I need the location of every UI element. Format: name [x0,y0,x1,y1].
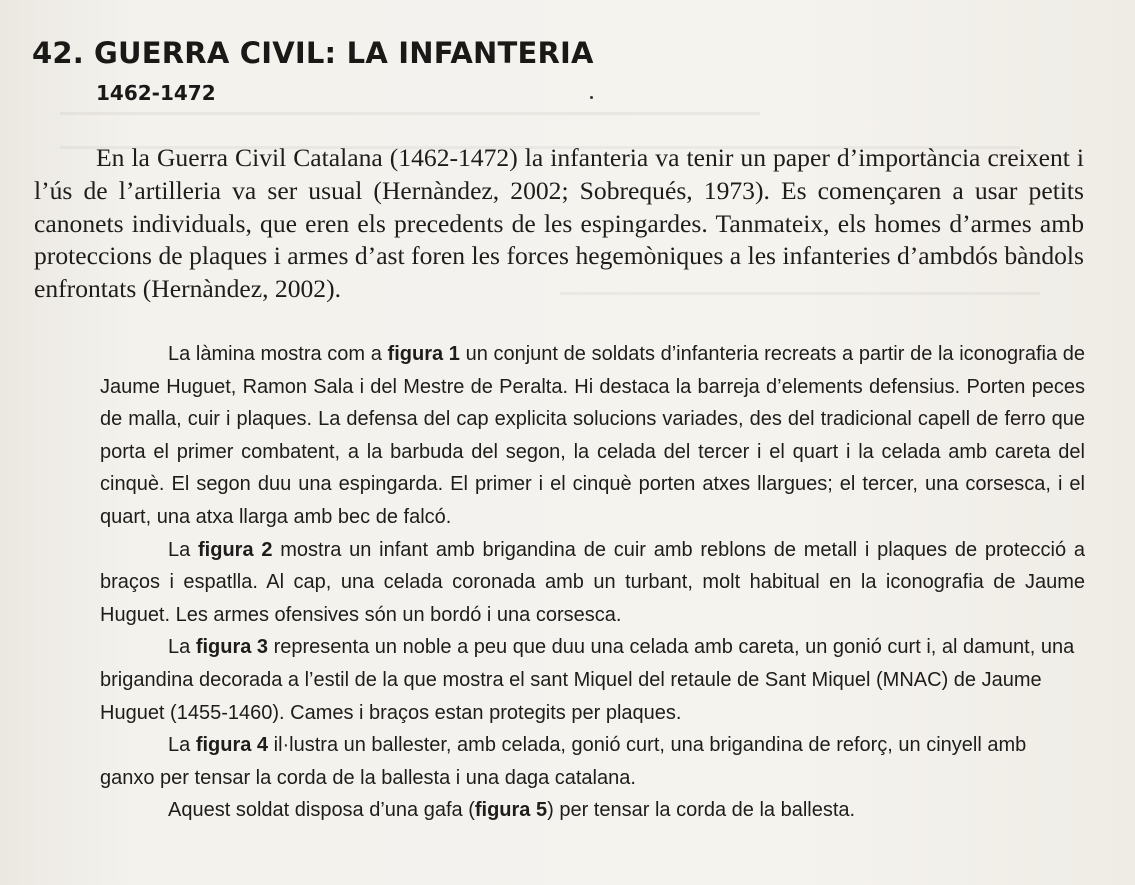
section-years: 1462-1472 [96,81,216,105]
figure-1-text-before: La làmina mostra com a [168,343,388,365]
section-heading [32,36,594,70]
intro-paragraph: En la Guerra Civil Catalana (1462-1472) la infanteria va tenir un paper d’importància creixent i l’ús de l’artilleria va ser usual (Hernàndez, 2002; Sobrequés, 1973). Es començaren a usar petits canonets individuals, que eren els precedents de les espingardes. Tanmateix, els homes d’armes amb proteccions de plaques i armes d’ast foren les forces hegemòniques a les infanteries d’ambdós bàndols enfrontats (Hernàndez, 2002). [34,143,1084,304]
figure-1-text-after: un conjunt de soldats d’infanteria recreats a partir de la iconografia de Jaume Huguet, Ramon Sala i del Mestre de Peralta. Hi destaca la barreja d’elements defensius. Porten peces de malla, cuir i plaques. La defensa del cap explicita solucions variades, des del tradicional capell de ferro que porta el primer combatent, a la barbuda del segon, la celada del tercer i el quart i la celada amb careta del cinquè. El segon duu una espingarda. El primer i el cinquè porten atxes llargues; el tercer, una corsesca, i el quart, una atxa llarga amb bec de falcó. [100,343,1085,528]
figure-1-description [100,338,1085,534]
figure-2-text-after: mostra un infant amb brigandina de cuir amb reblons de metall i plaques de protecció a braços i espatlla. Al cap, una celada coronada amb un turbant, molt habitual en la iconografia de Jaume Huguet. Les armes ofensives són un bordó i una corsesca. [100,538,1085,626]
figure-3-text-after: representa un noble a peu que duu una celada amb careta, un gonió curt i, al damunt, una brigandina decorada a l’estil de la que mostra el sant Miquel del retaule de Sant Miquel (MNAC) de Jaume Huguet (1455-1460). Cames i braços estan protegits per plaques. [100,636,1075,724]
figure-1-ref: figura 1 [387,343,460,365]
figure-5-description [100,794,1085,827]
figure-5-text-before: Aquest soldat disposa d’una gafa ( [168,799,475,822]
figure-4-ref: figura 4 [195,734,269,757]
print-speck [590,96,593,99]
figure-4-description [100,729,1085,794]
section-title: GUERRA CIVIL: LA INFANTERIA [94,36,594,70]
section-number: 42. [32,36,84,70]
figure-3-description [100,631,1085,729]
figure-4-text-after: il·lustra un ballester, amb celada, gonió curt, una brigandina de reforç, un cinyell amb ganxo per tensar la corda de la ballesta i una daga catalana. [100,734,1027,789]
figure-descriptions [100,338,1085,827]
figure-2-ref: figura 2 [198,538,273,561]
figure-3-text-before: La [168,636,196,659]
figure-2-description [100,534,1085,632]
figure-4-text-before: La [168,734,196,757]
figure-3-ref: figura 3 [195,636,269,659]
figure-5-text-after: ) per tensar la corda de la ballesta. [547,799,856,822]
figure-5-ref: figura 5 [474,799,548,822]
figure-2-text-before: La [168,538,199,561]
